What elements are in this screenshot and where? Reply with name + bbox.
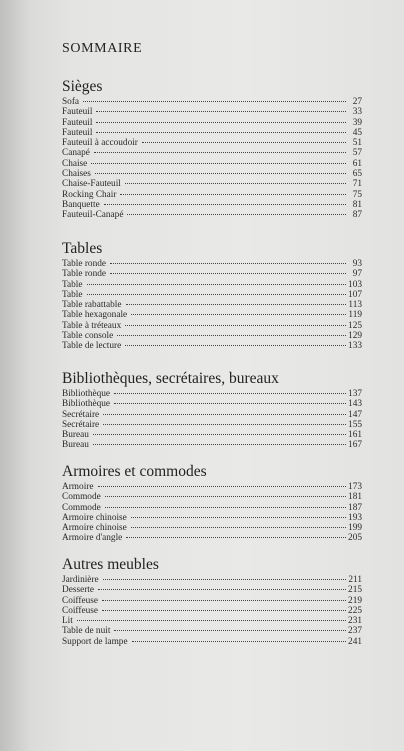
toc-entry-page-number: 125 <box>348 320 362 331</box>
toc-entry <box>62 606 362 616</box>
dot-leader <box>114 630 346 631</box>
toc-entry-label: Table hexagonale <box>62 310 128 321</box>
toc-entry-page-number: 119 <box>348 310 362 321</box>
toc-entry-page-number: 75 <box>352 189 362 200</box>
toc-entry-label: Coiffeuse <box>62 605 98 616</box>
toc-entry <box>62 118 362 128</box>
toc-entry <box>62 159 362 169</box>
toc-entry-label: Lit <box>62 616 73 627</box>
toc-entry-page-number: 113 <box>348 300 362 311</box>
toc-entry <box>62 616 362 626</box>
toc-entry-page-number: 143 <box>348 399 362 410</box>
toc-entry-page-number: 61 <box>352 158 362 169</box>
toc-entry-page-number: 147 <box>348 409 362 420</box>
toc-entry <box>62 331 362 341</box>
toc-entry-page-number: 167 <box>348 440 362 451</box>
dot-leader <box>127 214 346 215</box>
dot-leader <box>126 304 347 305</box>
toc-entry <box>62 300 362 310</box>
toc-entry-page-number: 33 <box>352 107 362 118</box>
toc-entry-label: Armoire <box>62 482 94 492</box>
toc-entry-label: Banquette <box>62 199 100 210</box>
toc-entry-label: Armoire d'angle <box>62 533 123 544</box>
toc-entry <box>62 290 362 300</box>
section-title: Armoires et commodes <box>62 463 207 480</box>
page-gutter-shadow <box>0 0 30 751</box>
dot-leader <box>131 517 346 518</box>
dot-leader <box>77 620 346 621</box>
dot-leader <box>98 486 347 487</box>
toc-entry-page-number: 107 <box>348 289 362 300</box>
toc-entry-page-number: 193 <box>348 512 362 523</box>
toc-entry-page-number: 71 <box>352 179 362 190</box>
dot-leader <box>87 294 346 295</box>
toc-entry-page-number: 93 <box>352 259 362 269</box>
toc-entry <box>62 585 362 595</box>
section-title: Tables <box>62 240 103 257</box>
dot-leader <box>110 263 346 264</box>
dot-leader <box>126 537 346 538</box>
dot-leader <box>110 273 346 274</box>
toc-entry-label: Table <box>62 279 83 290</box>
dot-leader <box>102 610 346 611</box>
toc-entry-label: Commode <box>62 492 101 503</box>
toc-entry <box>62 523 362 533</box>
toc-entry-page-number: 97 <box>352 269 362 280</box>
toc-entry-page-number: 103 <box>348 279 362 290</box>
toc-entry-page-number: 211 <box>348 575 362 585</box>
toc-entry <box>62 503 362 513</box>
dot-leader <box>103 414 346 415</box>
toc-entry-label: Fauteuil <box>62 117 93 128</box>
toc-entry-label: Table rabattable <box>62 300 122 311</box>
toc-entry <box>62 280 362 290</box>
toc-entry-label: Armoire chinoise <box>62 523 127 534</box>
toc-entry-label: Commode <box>62 502 101 513</box>
section-entries <box>62 482 362 544</box>
toc-entry-label: Bureau <box>62 430 89 441</box>
toc-entry-label: Chaise-Fauteuil <box>62 179 121 190</box>
toc-entry-page-number: 161 <box>348 430 362 441</box>
toc-entry <box>62 321 362 331</box>
toc-entry-label: Sofa <box>62 97 80 107</box>
toc-entry-page-number: 45 <box>352 127 362 138</box>
dot-leader <box>96 111 346 112</box>
dot-leader <box>87 284 346 285</box>
dot-leader <box>125 183 346 184</box>
toc-entry <box>62 107 362 117</box>
dot-leader <box>132 641 346 642</box>
dot-leader <box>114 393 346 394</box>
toc-entry-page-number: 155 <box>348 419 362 430</box>
toc-entry-label: Fauteuil <box>62 127 93 138</box>
dot-leader <box>102 600 346 601</box>
toc-entry-label: Chaises <box>62 169 91 180</box>
toc-entry <box>62 575 362 585</box>
toc-entry <box>62 637 362 647</box>
section-title: Bibliothèques, secrétaires, bureaux <box>62 370 279 387</box>
section-entries <box>62 575 362 647</box>
toc-entry-label: Table <box>62 289 83 300</box>
toc-entry-page-number: 237 <box>348 626 362 637</box>
dot-leader <box>93 444 346 445</box>
dot-leader <box>120 194 346 195</box>
toc-entry-label: Bibliothèque <box>62 399 111 410</box>
toc-entry-label: Bibliothèque <box>62 389 111 399</box>
toc-entry-page-number: 133 <box>348 341 362 352</box>
toc-entry <box>62 148 362 158</box>
toc-entry-page-number: 173 <box>348 482 362 492</box>
toc-entry-label: Table ronde <box>62 269 107 280</box>
dot-leader <box>103 579 346 580</box>
toc-entry-page-number: 241 <box>348 636 362 647</box>
toc-entry-label: Secrétaire <box>62 409 100 420</box>
toc-entry-page-number: 27 <box>352 97 362 107</box>
dot-leader <box>93 434 346 435</box>
section-title: Autres meubles <box>62 556 159 573</box>
toc-entry <box>62 179 362 189</box>
dot-leader <box>105 507 346 508</box>
dot-leader <box>83 101 346 102</box>
toc-entry-page-number: 205 <box>348 533 362 544</box>
toc-entry <box>62 169 362 179</box>
toc-entry-label: Table ronde <box>62 259 107 269</box>
toc-entry-label: Table de lecture <box>62 341 122 352</box>
section-entries <box>62 389 362 451</box>
toc-entry <box>62 626 362 636</box>
toc-entry-page-number: 137 <box>348 389 362 399</box>
toc-entry <box>62 513 362 523</box>
toc-entry <box>62 440 362 450</box>
toc-entry-page-number: 65 <box>352 169 362 180</box>
toc-entry-label: Chaise <box>62 158 88 169</box>
page-title: SOMMAIRE <box>62 41 143 56</box>
toc-entry-label: Fauteuil <box>62 107 93 118</box>
toc-entry-page-number: 181 <box>348 492 362 503</box>
toc-entry-page-number: 81 <box>352 199 362 210</box>
toc-entry-page-number: 187 <box>348 502 362 513</box>
dot-leader <box>131 527 346 528</box>
toc-entry-label: Table console <box>62 331 114 342</box>
toc-entry-page-number: 87 <box>352 210 362 221</box>
section-title: Sièges <box>62 78 103 95</box>
toc-entry <box>62 269 362 279</box>
toc-entry-page-number: 57 <box>352 148 362 159</box>
toc-entry <box>62 430 362 440</box>
toc-entry-label: Armoire chinoise <box>62 512 127 523</box>
toc-entry <box>62 492 362 502</box>
toc-entry <box>62 341 362 351</box>
toc-entry-label: Fauteuil à accoudoir <box>62 138 138 149</box>
toc-entry-label: Table à tréteaux <box>62 320 122 331</box>
toc-entry-label: Coiffeuse <box>62 595 98 606</box>
toc-entry-label: Support de lampe <box>62 636 128 647</box>
toc-entry-label: Bureau <box>62 440 89 451</box>
toc-entry <box>62 97 362 107</box>
toc-section-sieges <box>62 78 362 221</box>
dot-leader <box>104 204 346 205</box>
dot-leader <box>125 345 346 346</box>
dot-leader <box>103 424 346 425</box>
toc-entry <box>62 389 362 399</box>
toc-entry <box>62 128 362 138</box>
toc-entry-label: Table de nuit <box>62 626 111 637</box>
dot-leader <box>125 325 346 326</box>
section-entries <box>62 259 362 352</box>
toc-entry-page-number: 129 <box>348 331 362 342</box>
dot-leader <box>91 163 346 164</box>
toc-entry-label: Fauteuil-Canapé <box>62 210 124 221</box>
toc-entry-label: Rocking Chair <box>62 189 117 200</box>
toc-entry-label: Secrétaire <box>62 419 100 430</box>
toc-entry-page-number: 199 <box>348 523 362 534</box>
toc-entry <box>62 190 362 200</box>
dot-leader <box>98 589 346 590</box>
toc-entry <box>62 533 362 543</box>
dot-leader <box>142 142 346 143</box>
toc-section-bibliotheques <box>62 370 362 451</box>
dot-leader <box>105 496 346 497</box>
dot-leader <box>114 403 346 404</box>
toc-entry-label: Desserte <box>62 585 95 596</box>
dot-leader <box>96 132 346 133</box>
dot-leader <box>117 335 346 336</box>
toc-entry <box>62 596 362 606</box>
toc-entry-page-number: 219 <box>348 595 362 606</box>
dot-leader <box>94 152 346 153</box>
toc-entry <box>62 399 362 409</box>
toc-entry <box>62 210 362 220</box>
dot-leader <box>95 173 346 174</box>
toc-entry <box>62 200 362 210</box>
toc-entry-label: Canapé <box>62 148 90 159</box>
toc-section-tables <box>62 240 362 352</box>
toc-entry <box>62 259 362 269</box>
toc-section-autres-meubles <box>62 556 362 647</box>
toc-entry-page-number: 39 <box>352 117 362 128</box>
toc-entry <box>62 138 362 148</box>
toc-entry <box>62 482 362 492</box>
dot-leader <box>131 314 346 315</box>
toc-entry-page-number: 225 <box>348 605 362 616</box>
toc-entry-page-number: 215 <box>348 585 362 596</box>
toc-entry <box>62 410 362 420</box>
dot-leader <box>96 122 346 123</box>
toc-section-armoires <box>62 463 362 544</box>
section-entries <box>62 97 362 221</box>
toc-entry <box>62 420 362 430</box>
toc-entry-page-number: 51 <box>352 138 362 149</box>
toc-entry-page-number: 231 <box>348 616 362 627</box>
toc-entry-label: Jardinière <box>62 575 99 585</box>
toc-entry <box>62 310 362 320</box>
